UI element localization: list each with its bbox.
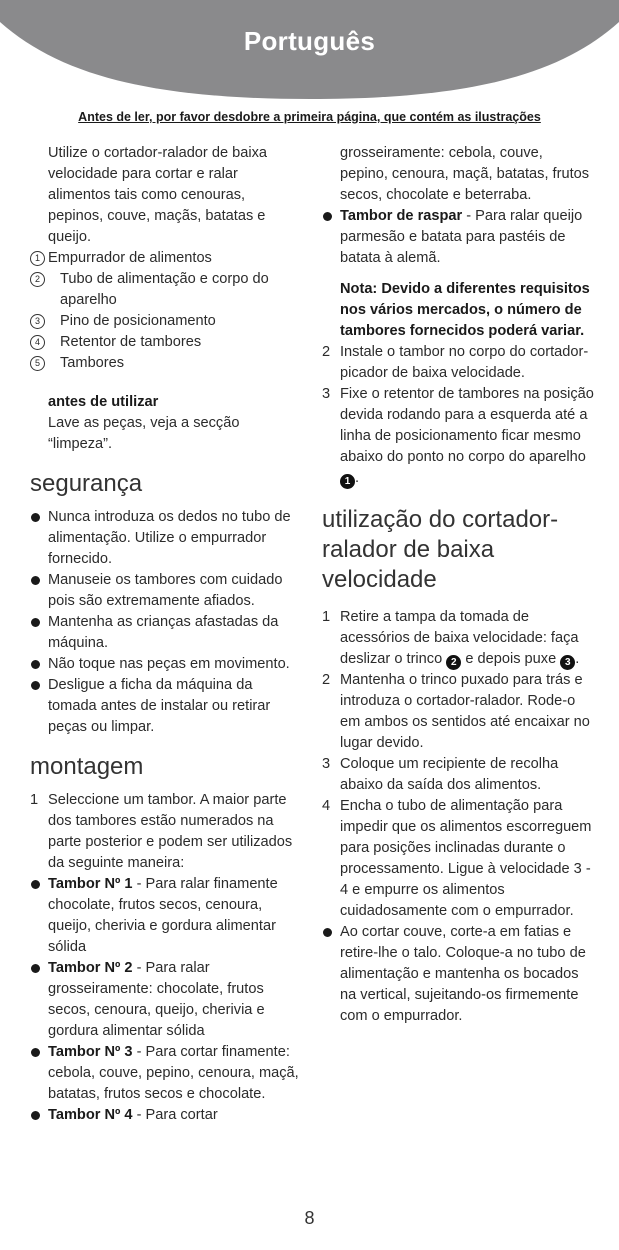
part-number: 2 (30, 272, 45, 287)
usage-tip (322, 922, 594, 1027)
bullet-icon (31, 618, 40, 627)
step-punct: . (355, 470, 360, 486)
left-column (30, 143, 302, 1126)
part-label: Pino de posicionamento (60, 313, 216, 329)
note-text: Nota: Devido a diferentes requisitos nos vários mercados, o número de tambores fornecidos poderá variar. (340, 281, 590, 339)
part-number: 5 (30, 356, 45, 371)
safety-item-text: Não toque nas peças em movimento. (48, 656, 290, 672)
drum-desc: - Para cortar (132, 1107, 218, 1123)
assembly-step (30, 790, 302, 874)
part-number: 4 (30, 335, 45, 350)
safety-item-text: Nunca introduza os dedos no tubo de alimentação. Utilize o empurrador fornecido. (48, 509, 291, 567)
right-column (322, 143, 594, 1027)
part-item (30, 248, 302, 269)
step-text: Fixe o retentor de tambores na posição devida rodando para a esquerda até a linha de posicionamento ficar mesmo abaixo do ponto no corpo do aparelho (340, 386, 594, 465)
safety-item-text: Manuseie os tambores com cuidado pois são extremamente afiados. (48, 572, 283, 609)
drum-name: Tambor Nº 2 (48, 960, 133, 976)
before-use-text: Lave as peças, veja a secção “limpeza”. (48, 415, 240, 452)
safety-item (30, 612, 302, 654)
figure-ref-icon: 1 (340, 474, 355, 489)
usage-heading-line: utilização do cortador- (322, 506, 559, 533)
part-label: Retentor de tambores (60, 334, 202, 350)
figure-ref-icon: 3 (560, 655, 575, 670)
safety-heading: segurança (30, 470, 143, 497)
part-item (30, 332, 302, 353)
bullet-icon (31, 964, 40, 973)
step-punct: . (575, 651, 580, 667)
safety-item (30, 654, 302, 675)
step-text: Instale o tambor no corpo do cortador-picador de baixa velocidade. (340, 344, 589, 381)
figure-ref-icon: 2 (446, 655, 461, 670)
page-title: Português (243, 26, 376, 56)
part-label: Tambores (60, 355, 125, 371)
step-text: Mantenha o trinco puxado para trás e introduza o cortador-ralador. Rode-o em ambos os sentidos até encaixar no lugar devido. (340, 672, 590, 751)
step-number: 1 (322, 609, 331, 625)
parts-list (30, 248, 302, 374)
bullet-icon (31, 576, 40, 585)
before-use-title: antes de utilizar (48, 394, 159, 410)
part-item (30, 269, 302, 311)
drum-item (30, 1105, 302, 1126)
intro-text: Utilize o cortador-ralador de baixa velocidade para cortar e ralar alimentos tais como cenouras, pepinos, couve, maçãs, batatas e queijo. (48, 145, 268, 245)
assembly-step (322, 384, 594, 489)
bullet-icon (323, 212, 332, 221)
notice-text: Antes de ler, por favor desdobre a primeira página, que contém as ilustrações (78, 110, 541, 124)
safety-item-text: Mantenha as crianças afastadas da máquina. (48, 614, 279, 651)
step-number: 3 (322, 756, 331, 772)
step-number: 3 (322, 386, 331, 402)
assembly-step (322, 342, 594, 384)
bullet-icon (31, 660, 40, 669)
drum-desc: - Para ralar finamente chocolate, frutos secos, cenoura, queijo, cherivia e gordura alimentar sólida (48, 876, 278, 955)
drum-desc: - Para ralar grosseiramente: chocolate, frutos secos, cenoura, queijo, cherivia e gordura alimentar sólida (48, 960, 265, 1039)
usage-step (322, 796, 594, 922)
step-number: 1 (30, 792, 39, 808)
usage-heading (322, 505, 594, 595)
page-number: 8 (304, 1208, 315, 1228)
safety-item (30, 570, 302, 612)
drum-item (30, 874, 302, 958)
drum-name: Tambor de raspar (340, 208, 463, 224)
drum-desc: - Para ralar queijo parmesão e batata para pastéis de batata à alemã. (340, 208, 583, 266)
part-item (30, 311, 302, 332)
safety-item-text: Desligue a ficha da máquina da tomada antes de instalar ou retirar peças ou limpar. (48, 677, 271, 735)
usage-step (322, 670, 594, 754)
step-text: Retire a tampa da tomada de acessórios de baixa velocidade: faça deslizar o trinco (340, 609, 579, 667)
bullet-icon (31, 1111, 40, 1120)
step-number: 2 (322, 344, 331, 360)
bullet-icon (31, 681, 40, 690)
step-text: e depois puxe (461, 651, 557, 667)
step-number: 4 (322, 798, 331, 814)
part-label: Empurrador de alimentos (48, 250, 212, 266)
step-text: Encha o tubo de alimentação para impedir que os alimentos escorreguem para posições inclinadas durante o processamento. Ligue à velocidade 3 - 4 e empurre os alimentos cuidadosamente com o empurrador. (340, 798, 592, 919)
bullet-icon (31, 1048, 40, 1057)
usage-heading-line: ralador de baixa (322, 536, 495, 563)
usage-heading-line: velocidade (322, 566, 437, 593)
drum-name: Tambor Nº 1 (48, 876, 133, 892)
drum-item (322, 206, 594, 269)
drum-item (30, 958, 302, 1042)
usage-step (322, 754, 594, 796)
usage-step (322, 607, 594, 670)
step-text: Seleccione um tambor. A maior parte dos tambores estão numerados na parte posterior e podem ser utilizados da seguinte maneira: (48, 792, 293, 871)
part-number: 3 (30, 314, 45, 329)
part-label: Tubo de alimentação e corpo do aparelho (60, 271, 269, 308)
bullet-icon (31, 880, 40, 889)
drum-name: Tambor Nº 4 (48, 1107, 133, 1123)
drum-name: Tambor Nº 3 (48, 1044, 133, 1060)
safety-item (30, 675, 302, 738)
drum4-continuation: grosseiramente: cebola, couve, pepino, cenoura, maçã, batatas, frutos secos, chocolate e beterraba. (340, 145, 590, 203)
part-item (30, 353, 302, 374)
drum-desc: - Para cortar finamente: cebola, couve, pepino, cenoura, maçã, batatas, frutos secos e chocolate. (48, 1044, 299, 1102)
bullet-icon (31, 513, 40, 522)
safety-item (30, 507, 302, 570)
bullet-icon (323, 928, 332, 937)
step-number: 2 (322, 672, 331, 688)
step-text: Coloque um recipiente de recolha abaixo da saída dos alimentos. (340, 756, 559, 793)
part-number: 1 (30, 251, 45, 266)
tip-text: Ao cortar couve, corte-a em fatias e retire-lhe o talo. Coloque-a no tubo de alimentação e mantenha os bocados na vertical, sujeitando-os firmemente com o empurrador. (340, 924, 586, 1024)
assembly-heading: montagem (30, 753, 144, 780)
drum-item (30, 1042, 302, 1105)
